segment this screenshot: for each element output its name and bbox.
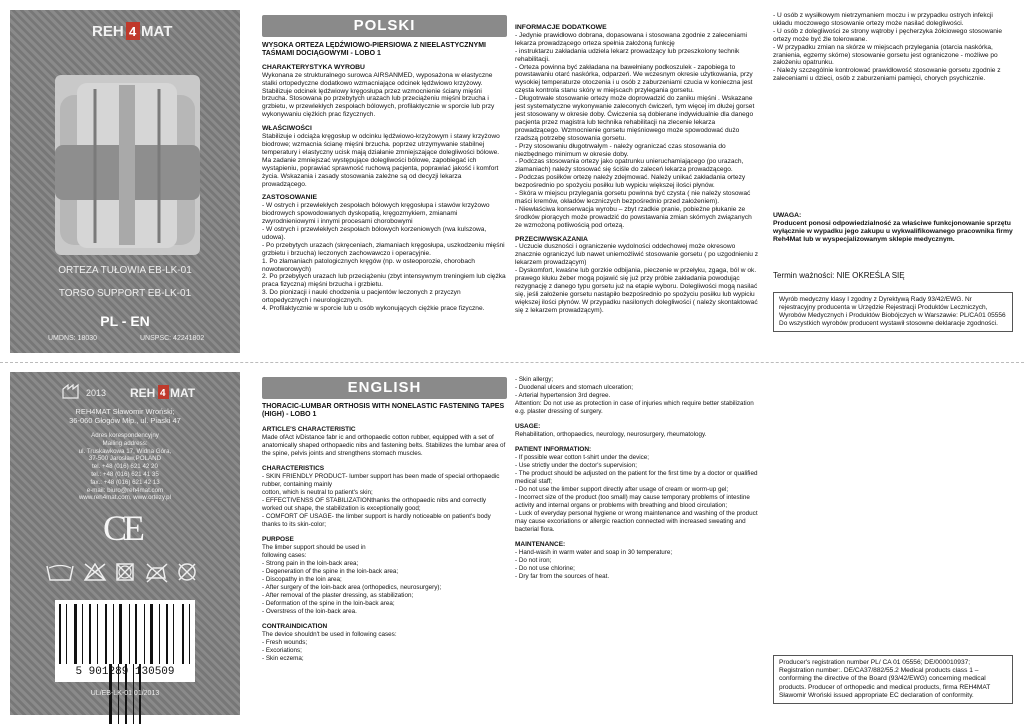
polish-title: WYSOKA ORTEZA LĘDŹWIOWO-PIERSIOWA Z NIEELASTYCZNYMI TAŚMAMI DOCIĄGOWYMI - LOBO 1 <box>262 42 486 57</box>
polish-use-item: 1. Po złamaniach patologicznych kręgów (np. w osteoporozie, chorobach nowotworowych) <box>262 257 475 273</box>
english-heading-chars: CHARACTERISTICS <box>262 465 325 472</box>
umdns-code: UMDNS: 18030 <box>48 335 98 342</box>
svg-text:REH: REH <box>92 23 124 40</box>
language-label: PL - EN <box>100 313 150 329</box>
orthosis-image <box>55 75 200 255</box>
english-purpose-item: following cases: <box>262 552 307 559</box>
polish-heading-prop: WŁAŚCIWOŚCI <box>262 125 312 133</box>
english-maint-item: - Do not use chlorine; <box>515 565 575 572</box>
svg-text:MAT: MAT <box>141 23 173 40</box>
english-info-item: - Luck of everyday personal hygiene or wrong maintenance and washing of the product may cause excoriations or allergic reaction connected with increased sweating and bacterial flora. <box>515 510 758 533</box>
address-line: ul. Truskawkowa 17, Widna Góra, <box>78 447 172 455</box>
english-heading-contra: CONTRAINDICATION <box>262 623 328 630</box>
company-line: REH4MAT Sławomir Wroński; <box>75 407 175 416</box>
barcode <box>55 600 195 682</box>
mailing-address <box>20 432 230 502</box>
address-line: tel. +48 (016) 621 42 20 <box>92 463 158 471</box>
no-tumble-dry-icon <box>117 564 133 580</box>
english-info-item: - If possible wear cotton t-shirt under the device; <box>515 454 650 461</box>
polish-info-item: - Podczas posiłków ortezę należy zdejmować. Należy unikać zakładania ortezy bezpośrednio po spożyciu posiłku lub wypiciu większej ilości płynów. <box>515 174 746 190</box>
english-heading-maint: MAINTENANCE: <box>515 541 566 548</box>
english-maint-item: - Do not iron; <box>515 557 552 564</box>
product-photo <box>55 75 200 255</box>
document-code: UL/EB-LK-01 01/2013 <box>90 690 160 697</box>
english-banner: ENGLISH <box>262 377 507 399</box>
english-usage-text: Rehabilitation, orthopaedics, neurology, neurosurgery, rheumatology. <box>515 431 707 438</box>
polish-column-3 <box>773 12 1013 83</box>
english-purpose-item: - Degeneration of the spine in the loin-back area; <box>262 568 399 575</box>
no-dry-clean-icon <box>179 564 195 580</box>
barcode-bars <box>55 600 195 666</box>
product-name-en: TORSO SUPPORT EB-LK-01 <box>58 288 192 299</box>
back-logo <box>130 382 196 407</box>
polish-use-item: - W ostrych i przewlekłych zespołach bólowych korzeniowych (rwa kulszowa, udowa). <box>262 226 487 241</box>
english-purpose-item: - Deformation of the spine in the loin-back area; <box>262 600 395 607</box>
english-contra-item: - Duodenal ulcers and stomach ulceration; <box>515 384 633 391</box>
polish-use-item: 2. Po przebytych urazach lub przeciążeniu (zbyt intensywnym treningiem lub ciężka praca fizyczna) mięśni brzucha i grzbietu. <box>262 273 506 289</box>
english-heading-usage: USAGE: <box>515 423 541 430</box>
english-char-text: Made ofAct ivDistance fabr ic and orthopaedic cotton rubber, equipped with a set of anatomically shaped orthopaedic nibs and fastening belts. Stabilizes the lumbar area of the spine, pelvis joints and strengthens stomach muscles. <box>262 434 506 457</box>
manufacture-year: 2013 <box>86 388 107 398</box>
english-purpose-item: - Discopathy in the loin area; <box>262 576 342 583</box>
polish-registration-box: Wyrób medyczny klasy I zgodny z Dyrektywą Rady 93/42/EWG. Nr rejestracyjny producenta w Urzędzie Rejestracji Produktów Leczniczych, Wyrobów Medycznych i Produktów Biobójczych w Warszawie: PL/CA01 05556 Do wszystkich wyrobów producent wystawił stosowne deklaracje zgodności. <box>773 292 1013 332</box>
english-purpose-item: - Overstress of the loin-back area. <box>262 608 357 615</box>
address-line: tel.: +48 (016) 621 41 35 <box>91 470 159 478</box>
polish-contra-item: - W przypadku zmian na skórze w miejscach przylegania (otarcia naskórka, zranienia, egzemy skórne) stosowanie gorsetu jest ograniczone - możliwe po założeniu opatrunku. <box>773 43 998 67</box>
address-line: e-mail: biuro@reh4mat.com <box>86 486 164 494</box>
english-info-item: - Use strictly under the doctor's supervision; <box>515 462 637 469</box>
english-heading-info: PATIENT INFORMATION: <box>515 446 592 453</box>
polish-warning <box>773 212 1013 244</box>
english-contra-item: The device shouldn't be used in following cases: <box>262 631 397 638</box>
polish-info-item: - Jedynie prawidłowo dobrana, dopasowana i stosowana zgodnie z zaleceniami lekarza prowadzącego orteza spełnia założoną funkcję <box>515 31 748 47</box>
polish-contra-item: - Dyskomfort, kwaśne lub gorzkie odbijania, pieczenie w przełyku, zgaga, ból w ok. prawego kłuku żeber mogą pojawić się już przy próbie zakładania powodując rezygnację z danego typu gorsetu już na etapie wyboru. Dolegliwości mogą nasilać się, jeśli założenie gorsetu nastąpiło bezpośrednio po spożyciu posiłku lub wypiciu większej ilości płynów. W przypadku nasilonych dolegliwości ( należy skontaktować się z lekarzem prowadzącym). <box>515 267 758 314</box>
english-contra-item: Attention: Do not use as protection in case of injuries which require better stabilization e.g. plaster dressing of surgery. <box>515 400 754 415</box>
polish-contra-item: - Należy szczególnie kontrolować prawidłowość stosowanie gorsetu zgodnie z zaleceniami u dzieci, osób z zaburzeniami pamięci, chorych psychicznie. <box>773 67 1001 83</box>
reh4mat-logo <box>90 18 173 44</box>
english-heading-purpose: PURPOSE <box>262 536 294 543</box>
address-line: Adres korespondencyjny <box>91 432 159 439</box>
polish-column-1 <box>262 42 507 313</box>
warning-text: Producent ponosi odpowiedzialność za właściwe funkcjonowanie sprzętu wyłącznie w wypadku jego zakupu u wykwalifikowanego pracownika firmy Reh4Mat lub w wyspecjalizowanym sklepie medycznym. <box>773 219 1013 243</box>
polish-use-item: 3. Do pionizacji i nauki chodzenia u pacjentów leczonych z przyczyn ortopedycznych i neurologicznych. <box>262 289 461 305</box>
polish-heading-info: INFORMACJE DODATKOWE <box>515 24 607 31</box>
english-column-1 <box>262 403 507 663</box>
polski-banner: POLSKI <box>262 15 507 37</box>
brand-logo <box>90 18 173 44</box>
unspsc-code: UNSPSC: 42241802 <box>140 335 205 342</box>
english-info-item: - Incorrect size of the product (too small) may cause temporary problems of intestine activity and internal organs or problems with breathing and blood circulation; <box>515 494 750 509</box>
polish-use-item: - W ostrych i przewlekłych zespołach bólowych kręgosłupa i stawów krzyżowo biodrowych spowodowanych dyskopatią, kręgozmykiem, zmianami zwyrodnieniowymi i innymi procesami chorobowymi <box>262 202 490 226</box>
english-heading-char: ARTICLE'S CHARACTERISTIC <box>262 426 356 433</box>
polish-info-item: - Orteza powinna być zakładana na bawełniany podkoszulek - zapobiega to powstawaniu otarć naskórka, odparzeń. We wczesnym okresie użytkowania, przy wysokiej temperaturze otoczenia i u osób z zaburzeniami czucia w konieczna jest częsta kontrola stanu skóry w miejscach przylegania gorsetu. <box>515 63 753 95</box>
english-purpose-item: The limber support should be used in <box>262 544 366 551</box>
validity-text: Termin ważności: NIE OKREŚLA SIĘ <box>773 271 905 280</box>
address-line: Mailing address: <box>102 439 148 447</box>
no-bleach-icon <box>85 564 105 580</box>
product-name-pl: ORTEZA TUŁOWIA EB-LK-01 <box>58 265 192 276</box>
english-contra-item: - Excoriations; <box>262 647 302 654</box>
polish-contra-item: - U osób z dolegliwości ze strony wątroby i pęcherzyka żółciowego stosowanie ortezy może być źle tolerowane. <box>773 27 1003 43</box>
svg-text:MAT: MAT <box>170 386 196 400</box>
address-line: 37-500 Jarosław,POLAND <box>88 455 162 463</box>
polish-info-item: - Niewłaściwa konserwacja wyrobu – zbyt rzadkie pranie, pobieżne płukanie ze środków piorących może prowadzić do powstawania zmian skórnych związanych ze wzmożoną potliwością pod ortezą. <box>515 205 752 229</box>
polish-column-2 <box>515 18 760 315</box>
english-chars-item: cotton, which is neutral to patient's skin; <box>262 489 373 496</box>
polish-heading-contra: PRZECIWWSKAZANIA <box>515 235 588 243</box>
company-line: 36-060 Głogów Młp., ul. Piaski 47 <box>69 416 181 425</box>
polish-heading-use: ZASTOSOWANIE <box>262 194 318 202</box>
svg-text:4: 4 <box>160 388 166 399</box>
polish-info-item: - Długotrwałe stosowanie ortezy może doprowadzić do zaniku mięśni . Wskazane jest systematyczne wykonywanie zaleconych ćwiczeń, tym więcej im dłużej gorset jest stosowany w okresie doby. Ćwiczenia są dobierane indywidualnie dla danego pacjenta przez magistra lub technika rehabilitacji na zlecenie lekarza prowadzącego. Wzmocnienie gorsetu mięśniowego może spowodować dużo rzadszą potrzebę stosowania gorsetu. <box>515 95 755 142</box>
polish-prop-text: Stabilizuje i odciąża kręgosłup w odcinku lędźwiowo-krzyżowym i stawy krzyżowo biodrowe; wzmacnia ścianę mięśni brzucha. poprzez utrzymywanie stabilnej temperatury i elastyczny ucisk mają działanie zmniejszające dolegliwości bólowe. Ma zadanie zmniejszać występujące dolegliwości bólowe, zapobiegać ich wystąpieniu, poprawiać sprawność ruchową pacjenta, poprawiać jakość i komfort życia. Wskazania i zasady stosowania zależne są od decyzji lekarza prowadzącego. <box>262 133 500 188</box>
company-info <box>20 407 230 425</box>
english-contra-item: - Skin eczema; <box>262 655 304 662</box>
no-iron-icon <box>147 564 167 582</box>
english-title: THORACIC-LUMBAR ORTHOSIS WITH NONELASTIC FASTENING TAPES (HIGH) - LOBO 1 <box>262 403 505 418</box>
polish-contra-item: - U osób z wysiłkowym nietrzymaniem moczu i w przypadku ostrych infekcji układu moczowego stosowanie ortezy może nasilać dolegliwości. <box>773 12 993 27</box>
english-info-item: - Do not use the limber support directly after usage of cream or worm-up gel; <box>515 486 729 493</box>
english-maint-item: - Hand-wash in warm water and soap in 30 temperature; <box>515 549 673 556</box>
warning-title: UWAGA: <box>773 212 802 219</box>
manufacturer-icon <box>62 383 84 399</box>
ce-mark: CE <box>103 508 142 548</box>
english-contra-item: - Arterial hypertension 3rd degree. <box>515 392 611 399</box>
english-maint-item: - Dry far from the sources of heat. <box>515 573 610 580</box>
hand-wash-icon <box>47 566 73 581</box>
english-info-item: - The product should be adjusted on the patient for the first time by a doctor or qualified medical staff; <box>515 470 758 485</box>
polish-info-item: - Skóra w miejscu przylegania gorsetu powinna być czysta ( nie należy stosować maści kremów, okładów leczniczych bezpośrednio przed założeniem). <box>515 190 751 205</box>
barcode-number: 5 901289 130509 <box>75 666 175 678</box>
english-purpose-item: - After removal of the plaster dressing, as stabilization; <box>262 592 414 599</box>
english-column-2 <box>515 376 760 581</box>
polish-contra-item: - Uczucie duszności i ograniczenie wydolności oddechowej może okresowo znacznie ograniczyć lub nawet uniemożliwić stosowanie gorsetu ( po uzgodnieniu z lekarzem prowadzącym) <box>515 243 759 267</box>
english-contra-item: - Fresh wounds; <box>262 639 308 646</box>
english-purpose-item: - After surgery of the loin-back area (orthopedics, neurosurgery); <box>262 584 442 591</box>
fold-line <box>0 362 1024 363</box>
english-chars-item: - COMFORT OF USAGE- the limber support is hardly noticeable on patient's body thanks to its skin-color; <box>262 513 491 528</box>
english-chars-item: - SKIN FRIENDLY PRODUCT- lumber support has been made of special orthopaedic rubber, containing mainly <box>262 473 500 488</box>
english-registration-box: Producer's registration number PL/ CA 01 05556; DE/000010937; Registration number:. DE/CA37/882/55.2 Medical products class 1 – conforming the directive of the Board (93/42/EWG) concerning medical products. Producer of orthopedic and medical products, firma REH4MAT Sławomir Wroński issued appropriate EC declaration of conformity. <box>773 655 1013 704</box>
svg-text:4: 4 <box>129 24 137 39</box>
polish-use-item: 4. Profilaktycznie w sporcie lub u osób wykonujących ciężkie prace fizyczne. <box>262 305 485 313</box>
address-line: www.reh4mat.com, www.ortezy.pl <box>78 494 172 502</box>
polish-info-item: - Podczas stosowania ortezy jako opatrunku unieruchamiającego (po urazach, złamaniach) należy stosować się ściśle do zaleceń lekarza prowadzącego. <box>515 158 744 174</box>
care-symbols <box>45 560 205 584</box>
factory-icon <box>62 383 84 404</box>
svg-text:REH: REH <box>130 386 156 400</box>
polish-info-item: - Przy stosowaniu długotrwałym - należy ograniczać czas stosowania do niezbędnego minimum w okresie doby. <box>515 142 726 158</box>
english-chars-item: - EFFECTIVENSS OF STABILIZATIONthanks the orthopaedic nibs and correctly worked out shape, the stabilization is exceptionally good; <box>262 497 487 512</box>
english-purpose-item: - Strong pain in the loin-back area; <box>262 560 359 567</box>
address-line: fax.: +48 (016) 621 42 13 <box>90 478 160 486</box>
polish-info-item: - instruktarzu zakładania udziela lekarz prowadzący lub przeszkolony technik rehabilitacji. <box>515 47 740 63</box>
polish-use-item: - Po przebytych urazach (skręceniach, złamaniach kręgosłupa, uszkodzeniu mięśni grzbietu i brzucha) leczonych zachowawczo i operacyjnie. <box>262 241 505 257</box>
polish-char-text: Wykonana ze strukturalnego surowca AIRSANMED, wyposażona w elastyczne stalki ortopedyczne dodatkowo wzmacniające odcinek lędźwiowo krzyżowy. Stabilizuje odcinek lędźwiowy kręgosłupa przez wzmocnienie ściany mięśni brzucha. Stosowana po przebytych urazach lub przeciążeniu mięśni brzucha i grzbietu, w przewlekłych zespołach bólowych, profilaktycznie w sporcie lub przy wykonywaniu ciężkich prac fizycznych. <box>262 71 495 119</box>
polish-heading-char: CHARAKTERYSTYKA WYROBU <box>262 63 365 71</box>
reh4mat-logo <box>130 382 196 402</box>
english-contra-item: - Skin allergy; <box>515 376 554 383</box>
